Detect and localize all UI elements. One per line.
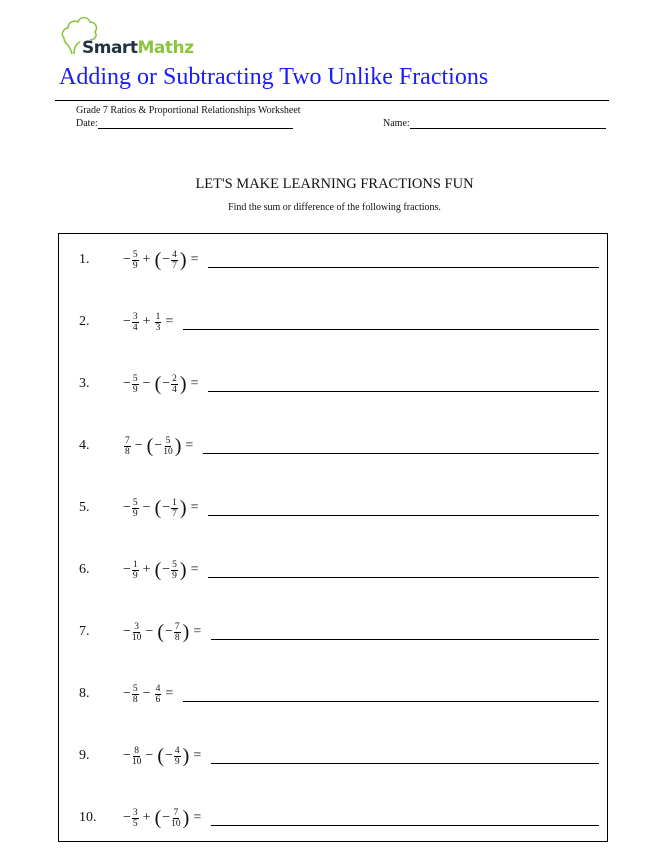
answer-line[interactable] (203, 439, 599, 454)
answer-line[interactable] (183, 315, 599, 330)
problem-number (59, 624, 123, 640)
problem-expression (123, 312, 176, 333)
numerator: 5 (132, 249, 138, 260)
sign-b: − (162, 562, 171, 577)
operator: + (142, 562, 151, 577)
paren-open: ( (154, 249, 162, 271)
problem-expression (123, 684, 176, 705)
equals-sign: = (165, 314, 174, 329)
section-heading: LET'S MAKE LEARNING FRACTIONS FUN (195, 176, 474, 192)
fraction-b (171, 560, 178, 581)
sign-b: − (162, 376, 171, 391)
problem-expression (123, 560, 201, 581)
numerator: 8 (134, 745, 140, 756)
operator: + (142, 810, 151, 825)
page-title: Adding or Subtracting Two Unlike Fractions (59, 64, 489, 90)
numerator: 3 (132, 311, 138, 322)
problem-number-text: 4. (79, 438, 90, 453)
name-label: Name: (383, 118, 410, 129)
equals-sign: = (190, 562, 199, 577)
denominator: 10 (131, 632, 142, 643)
answer-line[interactable] (208, 563, 599, 578)
operator: + (142, 314, 151, 329)
numerator: 7 (125, 435, 130, 446)
numerator: 5 (172, 559, 177, 570)
denominator: 7 (172, 508, 177, 519)
paren-close: ) (179, 497, 187, 519)
problem-row (59, 245, 599, 275)
equals-sign: = (165, 686, 174, 701)
sign-b: − (162, 810, 171, 825)
sign-b: − (162, 500, 171, 515)
numerator: 2 (172, 373, 177, 384)
denominator: 9 (174, 756, 180, 767)
numerator: 1 (155, 311, 161, 322)
numerator: 1 (172, 497, 177, 508)
problem-number (59, 438, 123, 454)
answer-line[interactable] (183, 687, 599, 702)
numerator: 5 (132, 683, 138, 694)
name-line[interactable] (410, 118, 606, 129)
problem-number-text: 10. (79, 810, 97, 825)
sign-b: − (154, 438, 163, 453)
answer-line[interactable] (211, 811, 599, 826)
sign-a: − (123, 748, 131, 763)
paren-close: ) (179, 373, 187, 395)
operator: + (142, 252, 151, 267)
fraction-a (132, 684, 139, 705)
worksheet-subtitle: Grade 7 Ratios & Proportional Relationships Worksheet (76, 105, 301, 116)
paren-close: ) (182, 745, 190, 767)
denominator: 4 (172, 384, 177, 395)
problem-expression (123, 498, 201, 519)
fraction-b (171, 374, 178, 395)
sign-a: − (123, 252, 131, 267)
answer-line[interactable] (211, 625, 599, 640)
fraction-a (124, 436, 131, 457)
smartmathz-logo (60, 14, 200, 62)
problem-row (59, 679, 599, 709)
problem-number-text: 5. (79, 500, 90, 515)
sign-a: − (123, 500, 131, 515)
denominator: 7 (172, 260, 177, 271)
denominator: 8 (125, 446, 130, 457)
sign-b: − (164, 624, 173, 639)
operator: − (145, 748, 154, 763)
name-field[interactable] (383, 118, 606, 129)
problem-row (59, 555, 599, 585)
problem-expression (123, 374, 201, 395)
paren-open: ( (154, 559, 162, 581)
denominator: 9 (132, 384, 138, 395)
problem-number-text: 1. (79, 252, 90, 267)
problem-number-text: 9. (79, 748, 90, 763)
fraction-a (132, 622, 142, 643)
paren-open: ( (154, 373, 162, 395)
denominator: 10 (131, 756, 142, 767)
problem-number (59, 686, 123, 702)
paren-close: ) (179, 559, 187, 581)
sign-a: − (123, 562, 131, 577)
problem-row (59, 307, 599, 337)
problem-number-text: 7. (79, 624, 90, 639)
fraction-a (132, 312, 139, 333)
paren-open: ( (157, 745, 164, 767)
operator: − (134, 438, 143, 453)
sign-a: − (123, 686, 131, 701)
denominator: 9 (132, 260, 138, 271)
answer-line[interactable] (208, 253, 599, 268)
fraction-b (171, 250, 178, 271)
equals-sign: = (185, 438, 194, 453)
denominator: 9 (172, 570, 177, 581)
denominator: 10 (163, 446, 173, 457)
problem-expression (123, 746, 204, 767)
problem-number-text: 8. (79, 686, 90, 701)
sign-a: − (123, 810, 131, 825)
sign-b: − (162, 252, 171, 267)
sign-a: − (123, 376, 131, 391)
fraction-a (132, 808, 139, 829)
paren-open: ( (157, 621, 164, 643)
denominator: 5 (132, 818, 138, 829)
problem-row (59, 431, 599, 461)
paren-close: ) (179, 249, 187, 271)
problem-row (59, 369, 599, 399)
answer-line[interactable] (208, 377, 599, 392)
problem-number (59, 810, 123, 826)
equals-sign: = (193, 748, 202, 763)
problem-number (59, 562, 123, 578)
fraction-b (171, 498, 178, 519)
numerator: 5 (165, 435, 171, 446)
denominator: 8 (174, 632, 180, 643)
sign-b: − (164, 748, 173, 763)
numerator: 5 (132, 373, 138, 384)
problem-expression (123, 808, 204, 829)
fraction-b (155, 312, 162, 333)
logo-text-smart: Smart (82, 38, 138, 58)
equals-sign: = (193, 624, 202, 639)
paren-open: ( (154, 497, 162, 519)
problem-number (59, 748, 123, 764)
problem-number (59, 252, 123, 268)
problem-number-text: 3. (79, 376, 90, 391)
date-label: Date: (76, 118, 98, 129)
answer-line[interactable] (211, 749, 599, 764)
fraction-b (174, 746, 181, 767)
paren-close: ) (174, 435, 182, 457)
operator: − (142, 686, 151, 701)
problem-number-text: 2. (79, 314, 90, 329)
equals-sign: = (190, 252, 199, 267)
problem-row (59, 741, 599, 771)
operator: − (142, 376, 151, 391)
fraction-b (171, 808, 181, 829)
problem-row (59, 493, 599, 523)
denominator: 3 (155, 322, 161, 333)
numerator: 5 (132, 497, 138, 508)
numerator: 4 (155, 683, 161, 694)
equals-sign: = (193, 810, 202, 825)
problem-number (59, 314, 123, 330)
problem-expression (123, 436, 196, 457)
numerator: 3 (132, 807, 138, 818)
problem-expression (123, 250, 201, 271)
problem-expression (123, 622, 204, 643)
denominator: 8 (132, 694, 138, 705)
paren-close: ) (182, 621, 190, 643)
denominator: 4 (132, 322, 138, 333)
sign-a: − (123, 624, 131, 639)
problem-row (59, 617, 599, 647)
fraction-b (155, 684, 162, 705)
instructions: Find the sum or difference of the following fractions. (228, 202, 441, 213)
paren-open: ( (146, 435, 154, 457)
problem-number (59, 376, 123, 392)
fraction-b (163, 436, 173, 457)
numerator: 4 (172, 249, 177, 260)
denominator: 9 (132, 570, 138, 581)
logo-text-mathz: Mathz (137, 38, 194, 58)
fraction-a (132, 560, 139, 581)
numerator: 7 (174, 621, 180, 632)
problem-row (59, 803, 599, 833)
denominator: 10 (171, 818, 181, 829)
paren-close: ) (182, 807, 190, 829)
answer-line[interactable] (208, 501, 599, 516)
fraction-a (132, 250, 139, 271)
operator: − (145, 624, 154, 639)
numerator: 3 (134, 621, 140, 632)
denominator: 6 (155, 694, 161, 705)
operator: − (142, 500, 151, 515)
date-field[interactable] (76, 118, 293, 129)
paren-open: ( (154, 807, 162, 829)
sign-a: − (123, 314, 131, 329)
problems-box (58, 233, 608, 842)
problem-number (59, 500, 123, 516)
divider (55, 100, 609, 101)
equals-sign: = (190, 500, 199, 515)
numerator: 7 (173, 807, 179, 818)
fraction-a (132, 374, 139, 395)
date-line[interactable] (98, 118, 293, 129)
fraction-a (132, 746, 142, 767)
denominator: 9 (132, 508, 138, 519)
numerator: 4 (174, 745, 180, 756)
numerator: 1 (132, 559, 138, 570)
fraction-b (174, 622, 181, 643)
problem-number-text: 6. (79, 562, 90, 577)
equals-sign: = (190, 376, 199, 391)
fraction-a (132, 498, 139, 519)
